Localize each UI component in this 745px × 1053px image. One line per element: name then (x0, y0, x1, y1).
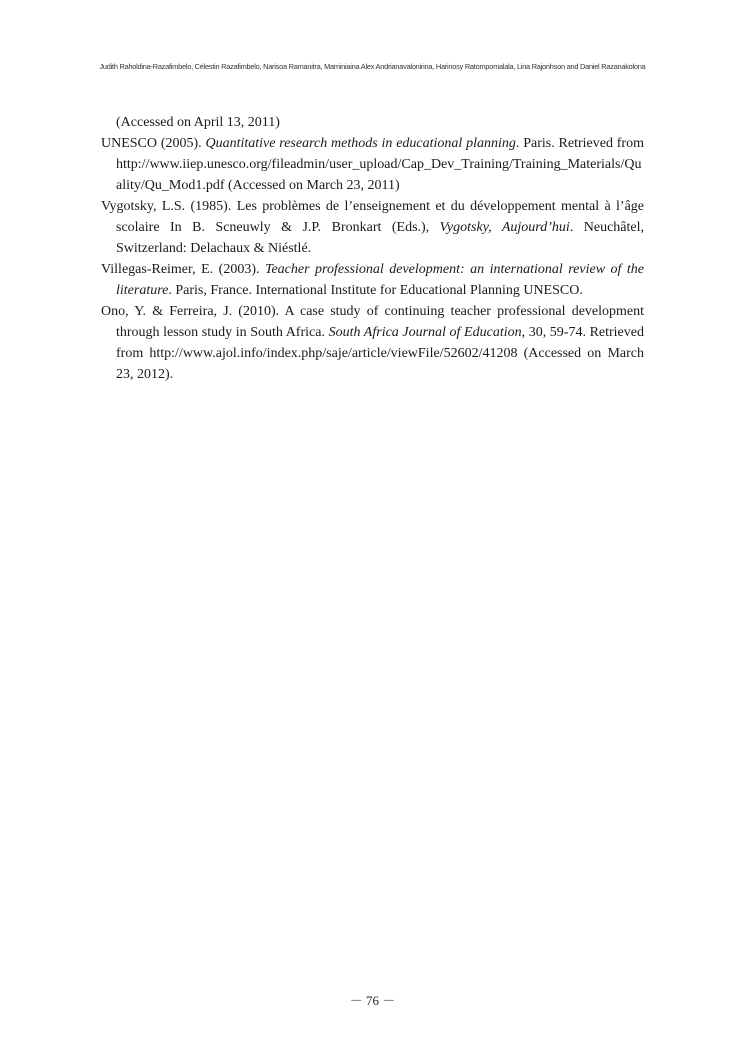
reference-unesco-2005 (101, 133, 644, 196)
reference-title: Teacher professional development: an international review of the literature (116, 262, 644, 298)
reference-trail: . Paris. Retrieved from http://www.iiep.unesco.org/fileadmin/user_upload/Cap_Dev_Training/Training_Materials/Quality/Qu_Mod1.pdf (Accessed on March 23, 2011) (116, 136, 644, 193)
reference-trail: . Neuchâtel, Switzerland: Delachaux & Niéstlé. (116, 220, 644, 256)
reference-title: Quantitative research methods in educational planning (205, 136, 516, 151)
reference-lead: UNESCO (2005). (101, 136, 206, 151)
reference-vygotsky-1985 (101, 196, 644, 259)
reference-lead: Villegas-Reimer, E. (2003). (101, 262, 265, 277)
reference-list (101, 112, 644, 385)
reference-title: Vygotsky, Aujourd’hui (439, 220, 570, 235)
reference-villegas-reimer-2003 (101, 259, 644, 301)
reference-lead: Vygotsky, L.S. (1985). Les problèmes de l’enseignement et du développement mental à l’âge scolaire In B. Scneuwly & J.P. Bronkart (Eds.), (101, 199, 644, 235)
reference-lead: Ono, Y. & Ferreira, J. (2010). A case study of continuing teacher professional development through lesson study in South Africa. (101, 304, 644, 340)
reference-title: South Africa Journal of Education (328, 325, 522, 340)
reference-trail: . Paris, France. International Institute for Educational Planning UNESCO. (168, 283, 583, 298)
reference-ono-ferreira-2010 (101, 301, 644, 385)
reference-trail: , 30, 59-74. Retrieved from http://www.ajol.info/index.php/saje/article/viewFile/52602/41208 (Accessed on March 23, 2012). (116, 325, 644, 382)
page-number: － 76 － (349, 993, 396, 1008)
running-header-authors: Judith Raholdina-Razafimbelo, Célestin Razafimbelo, Narisoa Ramanitra, Maminiaina Alex Andrianavalonirina, Harinosy Ratompomalala, Lina Rajonhson and Daniel Razanakolona (99, 62, 646, 71)
reference-continuation (101, 112, 644, 133)
reference-continuation-text: (Accessed on April 13, 2011) (116, 115, 280, 130)
